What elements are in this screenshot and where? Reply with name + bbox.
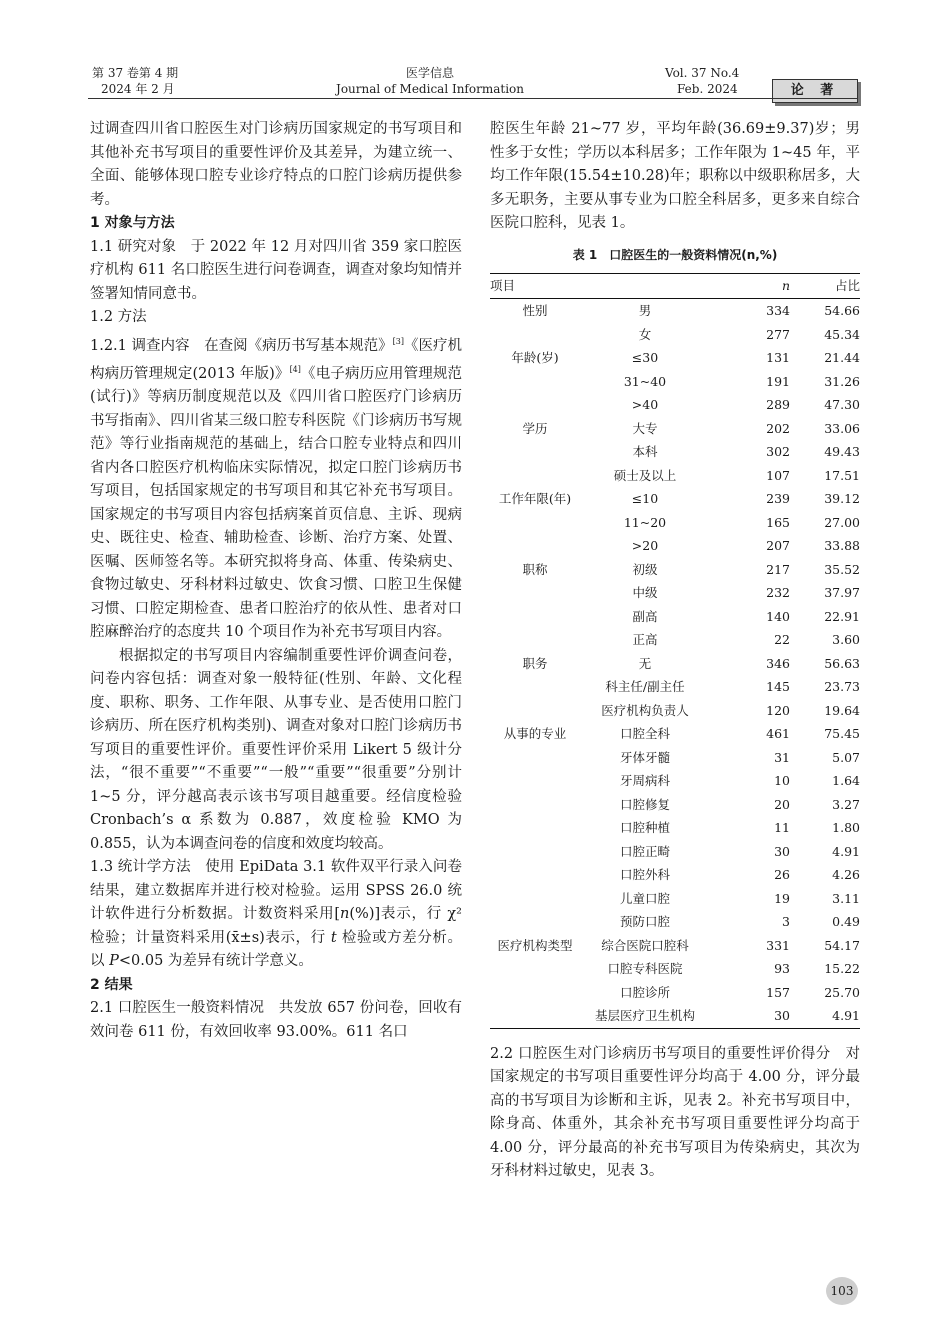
section-2-1 xyxy=(90,997,462,1044)
table-cell-n: 30 xyxy=(710,1004,794,1028)
symbol-p: P xyxy=(109,953,119,970)
table-row xyxy=(490,605,860,629)
table-cell-percent: 54.17 xyxy=(824,937,860,953)
header-date-en: Feb. 2024 xyxy=(677,82,738,96)
header-rule xyxy=(88,98,858,99)
table-cell-n: 20 xyxy=(774,796,790,812)
table-cell-item: 牙体牙髓 xyxy=(619,749,670,765)
section-1-2-1 xyxy=(90,330,462,645)
page-number: 103 xyxy=(826,1277,858,1305)
table-cell-item: >20 xyxy=(631,538,659,553)
table-row xyxy=(490,816,860,840)
table-cell-item: 本科 xyxy=(632,444,658,459)
section-1-3-text-c: 检验或方差分析。以 xyxy=(90,929,462,970)
questionnaire-paragraph: 根据拟定的书写项目内容编制重要性评价调查问卷，问卷内容包括：调查对象一般特征(性别、年龄、文化程度、职称、职务、工作年限、从事专业、是否使用口腔门诊病历、所在医疗机构类别)、调查对象对口腔门诊病历书写项目的重要性评价。重要性评价采用 Likert 5 级计分法，“很不重要”“不重要”“一般”“重要”“很重要”分别计 1~5 分，评分越高表示该书写项目越重要。经信度检验 Cronbach’s α 系数为 0.887，效度检验 KMO 为 0.855，认为本调查问卷的信度和效度均较高。 xyxy=(90,647,462,852)
table-cell-n: 11 xyxy=(774,820,790,835)
table-cell-percent: 3.11 xyxy=(832,890,860,906)
table-cell-category xyxy=(490,910,580,934)
table-cell-category xyxy=(490,440,580,464)
table-cell-percent: 5.07 xyxy=(832,749,860,765)
table-cell-percent: 3.60 xyxy=(832,632,860,647)
header-volume-cn: 第 37 卷第 4 期 xyxy=(92,66,179,80)
table-cell-category xyxy=(490,370,580,394)
table-1 xyxy=(490,273,860,1029)
table-cell-n: 22 xyxy=(774,632,790,647)
table-row xyxy=(490,722,860,746)
table-cell-percent: 25.70 xyxy=(824,984,860,1000)
table-cell-n: 3 xyxy=(782,914,790,929)
table-row xyxy=(490,487,860,511)
table-cell-percent: 54.66 xyxy=(824,303,860,318)
table-cell-percent: 4.91 xyxy=(832,843,860,859)
table-cell-percent: 4.91 xyxy=(794,1004,860,1028)
table-cell-item: 口腔全科 xyxy=(619,726,670,741)
table-cell-n: 131 xyxy=(766,350,790,365)
heading-1-2: 1.2 方法 xyxy=(90,309,147,325)
table-row xyxy=(490,957,860,981)
table-cell-item: 儿童口腔 xyxy=(619,890,670,906)
table-cell-category: 职务 xyxy=(522,655,548,671)
table-cell-n: 191 xyxy=(766,373,790,389)
table-cell-category xyxy=(490,793,580,817)
table-row xyxy=(490,511,860,535)
reference-4: [4] xyxy=(289,364,301,374)
table-cell-category xyxy=(490,323,580,347)
table-cell-percent: 19.64 xyxy=(824,702,860,718)
table-cell-item: 女 xyxy=(638,326,652,342)
table-cell-percent: 0.49 xyxy=(832,914,860,929)
table-cell-item: 口腔外科 xyxy=(619,867,670,882)
table-cell-category: 学历 xyxy=(522,420,548,436)
table-cell-category: 职称 xyxy=(522,561,548,577)
table-cell-n: 26 xyxy=(774,867,790,882)
table-cell-item: 牙周病科 xyxy=(619,773,670,788)
section-1-1-title: 1.1 研究对象 xyxy=(90,238,177,255)
table-cell-percent: 33.88 xyxy=(824,538,860,553)
table-cell-category xyxy=(490,393,580,417)
table-cell-item: ≤30 xyxy=(631,350,659,365)
table-cell-n: 31 xyxy=(774,749,790,765)
table-cell-item: 口腔修复 xyxy=(619,796,670,812)
heading-results: 2 结果 xyxy=(90,976,133,993)
table-cell-percent: 4.26 xyxy=(832,867,860,882)
table-cell-percent: 33.06 xyxy=(824,420,860,436)
table-cell-item: 预防口腔 xyxy=(619,914,670,929)
table-cell-category xyxy=(490,511,580,535)
section-2-1-text: 共发放 657 份问卷，回收有效问卷 611 份，有效回收率 93.00%。611 名口 xyxy=(90,1000,463,1040)
table-cell-percent: 56.63 xyxy=(824,655,860,671)
table-cell-percent: 47.30 xyxy=(824,397,860,412)
table-cell-category xyxy=(490,863,580,887)
table-row xyxy=(490,417,860,441)
table-cell-item: 初级 xyxy=(632,561,658,577)
table-cell-item: 口腔专科医院 xyxy=(607,961,683,976)
table-1-caption: 表 1 口腔医生的一般资料情况(n,%) xyxy=(572,247,778,262)
table-header-row xyxy=(490,274,860,299)
table-cell-category xyxy=(490,628,580,652)
table-cell-category xyxy=(490,887,580,911)
table-row xyxy=(490,840,860,864)
table-cell-category xyxy=(490,675,580,699)
header-journal-en: Journal of Medical Information xyxy=(336,82,524,96)
section-1-3 xyxy=(90,856,462,974)
section-1-1 xyxy=(90,236,462,307)
section-1-3-title: 1.3 统计学方法 xyxy=(90,859,191,876)
table-cell-item: 男 xyxy=(638,303,652,318)
section-1-2-1-text-a: 在查阅《病历书写基本规范》 xyxy=(204,337,393,354)
section-2-2 xyxy=(490,1043,860,1184)
table-cell-category: 性别 xyxy=(522,303,548,318)
table-header-percent: 占比 xyxy=(794,274,860,299)
table-cell-n: 202 xyxy=(766,420,790,436)
table-cell-n: 334 xyxy=(766,303,790,318)
table-cell-category xyxy=(490,769,580,793)
left-column xyxy=(90,118,462,1044)
table-row xyxy=(490,393,860,417)
table-row xyxy=(490,370,860,394)
table-row xyxy=(490,887,860,911)
table-cell-item: 口腔诊所 xyxy=(619,984,670,1000)
section-badge: 论 著 xyxy=(772,79,858,103)
table-row xyxy=(490,863,860,887)
table-cell-item: 中级 xyxy=(632,585,658,600)
table-row xyxy=(490,793,860,817)
table-cell-n: 207 xyxy=(766,538,790,553)
table-row xyxy=(490,1004,860,1028)
results-continued-paragraph: 腔医生年龄 21~77 岁，平均年龄(36.69±9.37)岁；男性多于女性；学历以本科居多；工作年限为 1~45 年，平均工作年限(15.54±10.28)年；职称以中级职称居多，大多无职务，主要从事专业为口腔全科居多，更多来自综合医院口腔科，见表 1。 xyxy=(490,121,860,231)
right-column xyxy=(490,118,860,1184)
table-header-item: 项目 xyxy=(490,274,710,299)
table-row xyxy=(490,299,860,323)
symbol-t: t xyxy=(330,929,337,946)
table-row xyxy=(490,746,860,770)
table-cell-category xyxy=(490,957,580,981)
table-row xyxy=(490,534,860,558)
table-cell-item: 口腔正畸 xyxy=(619,843,670,859)
table-row xyxy=(490,675,860,699)
header-volume-en: Vol. 37 No.4 xyxy=(665,66,740,80)
table-cell-item: 科主任/副主任 xyxy=(605,679,685,694)
table-row xyxy=(490,464,860,488)
table-cell-n: 232 xyxy=(766,585,790,600)
table-cell-n: 289 xyxy=(766,397,790,412)
table-cell-item: 31~40 xyxy=(623,373,667,389)
table-cell-item: 硕士及以上 xyxy=(613,467,677,483)
symbol-n: n xyxy=(340,906,350,923)
table-cell-n: 239 xyxy=(766,491,790,506)
table-cell-item: 11~20 xyxy=(623,514,667,530)
header-journal-cn: 医学信息 xyxy=(405,66,454,80)
table-header-n: n xyxy=(710,274,794,299)
table-cell-item: >40 xyxy=(631,397,659,412)
table-cell-n: 10 xyxy=(774,773,790,788)
table-cell-n: 217 xyxy=(766,561,790,577)
table-cell-n: 30 xyxy=(774,843,790,859)
intro-paragraph: 过调查四川省口腔医生对门诊病历国家规定的书写项目和其他补充书写项目的重要性评价及其差异，为建立统一、全面、能够体现口腔专业诊疗特点的口腔门诊病历提供参考。 xyxy=(90,121,462,208)
section-2-2-text: 对国家规定的书写项目重要性评分均高于 4.00 分，评分最高的书写项目为诊断和主诉，见表 2。补充书写项目中，除身高、体重外，其余补充书写项目重要性评分均高于 4.00 分，评分最高的补充书写项目为传染病史，其次为牙科材料过敏史，见表 3。 xyxy=(490,1045,861,1179)
table-cell-percent: 37.97 xyxy=(824,585,860,600)
table-row xyxy=(490,581,860,605)
table-row xyxy=(490,440,860,464)
section-1-3-text-b: (%)]表示，行 χ² 检验；计量资料采用(x̄±s)表示，行 xyxy=(90,906,462,946)
table-row xyxy=(490,323,860,347)
table-cell-item: 综合医院口腔科 xyxy=(601,937,689,953)
table-cell-n: 93 xyxy=(774,961,790,976)
table-cell-item: 正高 xyxy=(632,632,658,647)
table-cell-n: 140 xyxy=(766,608,790,624)
section-1-1-text: 于 2022 年 12 月对四川省 359 家口腔医疗机构 611 名口腔医生进行问卷调查，调查对象均知情并签署知情同意书。 xyxy=(90,238,463,302)
table-cell-percent: 31.26 xyxy=(824,373,860,389)
table-cell-item: 副高 xyxy=(632,608,658,624)
table-row xyxy=(490,628,860,652)
table-cell-category xyxy=(490,840,580,864)
table-row xyxy=(490,934,860,958)
table-cell-category xyxy=(490,1004,580,1028)
table-cell-item: ≤10 xyxy=(631,491,659,506)
table-cell-n: 331 xyxy=(766,937,790,953)
table-cell-item: 口腔种植 xyxy=(619,820,670,835)
table-cell-n: 302 xyxy=(766,444,790,459)
heading-methods: 1 对象与方法 xyxy=(90,215,175,231)
table-cell-n: 346 xyxy=(766,655,790,671)
table-cell-category xyxy=(490,699,580,723)
table-cell-percent: 1.80 xyxy=(832,820,860,835)
table-cell-n: 107 xyxy=(766,467,790,483)
table-cell-category: 工作年限(年) xyxy=(498,491,572,506)
table-cell-percent: 49.43 xyxy=(824,444,860,459)
table-cell-percent: 3.27 xyxy=(832,796,860,812)
table-cell-category xyxy=(490,534,580,558)
table-row xyxy=(490,652,860,676)
table-cell-percent: 35.52 xyxy=(824,561,860,577)
section-2-1-title: 2.1 口腔医生一般资料情况 xyxy=(90,1000,265,1017)
table-row xyxy=(490,558,860,582)
table-cell-percent: 15.22 xyxy=(824,961,860,976)
table-cell-percent: 27.00 xyxy=(824,514,860,530)
table-cell-category xyxy=(490,605,580,629)
table-cell-percent: 1.64 xyxy=(832,773,860,788)
table-cell-category: 医疗机构类型 xyxy=(497,937,573,953)
section-1-2-1-title: 1.2.1 调查内容 xyxy=(90,337,190,354)
table-cell-category xyxy=(490,816,580,840)
table-cell-n: 461 xyxy=(766,726,790,741)
table-cell-n: 19 xyxy=(774,890,790,906)
table-cell-category xyxy=(490,464,580,488)
table-cell-percent: 75.45 xyxy=(824,726,860,741)
table-1-body xyxy=(490,299,860,1029)
table-cell-n: 120 xyxy=(766,702,790,718)
header-date-cn: 2024 年 2 月 xyxy=(101,82,175,96)
section-1-3-text-a: 使用 EpiData 3.1 软件双平行录入问卷结果，建立数据库并进行校对检验。运用 SPSS 26.0 统计软件进行分析数据。计数资料采用[ xyxy=(90,859,463,923)
section-1-2-1-text-b: 《医疗机构病历管理规定(2013 年版)》 xyxy=(90,337,463,382)
table-row xyxy=(490,981,860,1005)
table-cell-n: 157 xyxy=(766,984,790,1000)
table-cell-item: 无 xyxy=(638,655,652,671)
table-cell-n: 145 xyxy=(766,679,790,694)
table-cell-n: 277 xyxy=(766,326,790,342)
section-1-2-1-text-c: 《电子病历应用管理规范(试行)》等病历制度规范以及《四川省口腔医疗门诊病历书写指南》、四川省某三级口腔专科医院《门诊病历书写规范》等行业指南规范的基础上，结合口腔专业特点和四川省内各口腔医疗机构临床实际情况，拟定口腔门诊病历书写项目，包括国家规定的书写项目和其它补充书写项目。国家规定的书写项目内容包括病案首页信息、主诉、现病史、既往史、检查、辅助检查、诊断、治疗方案、处置、医嘱、医师签名等。本研究拟将身高、体重、传染病史、食物过敏史、牙科材料过敏史、饮食习惯、口腔卫生保健习惯、口腔定期检查、患者口腔治疗的依从性、患者对口腔麻醉治疗的态度共 10 个项目作为补充书写项目内容。 xyxy=(90,365,462,641)
table-cell-percent: 45.34 xyxy=(824,326,860,342)
table-cell-percent: 17.51 xyxy=(824,467,860,483)
table-cell-item: 基层医疗卫生机构 xyxy=(580,1004,710,1028)
table-cell-percent: 23.73 xyxy=(824,679,860,694)
table-cell-category: 从事的专业 xyxy=(503,726,567,741)
table-row xyxy=(490,699,860,723)
table-row xyxy=(490,346,860,370)
table-row xyxy=(490,769,860,793)
table-cell-category: 年龄(岁) xyxy=(511,350,559,365)
table-cell-category xyxy=(490,746,580,770)
section-1-3-text-d: <0.05 为差异有统计学意义。 xyxy=(118,953,313,970)
table-cell-item: 大专 xyxy=(632,420,658,436)
table-cell-item: 医疗机构负责人 xyxy=(601,702,689,718)
section-2-2-title: 2.2 口腔医生对门诊病历书写项目的重要性评价得分 xyxy=(490,1045,831,1062)
reference-3: [3] xyxy=(392,336,404,346)
table-cell-percent: 22.91 xyxy=(824,608,860,624)
table-row xyxy=(490,910,860,934)
table-cell-percent: 39.12 xyxy=(824,491,860,506)
table-cell-category xyxy=(490,581,580,605)
table-cell-n: 165 xyxy=(766,514,790,530)
table-cell-category xyxy=(490,981,580,1005)
table-cell-percent: 21.44 xyxy=(824,350,860,365)
